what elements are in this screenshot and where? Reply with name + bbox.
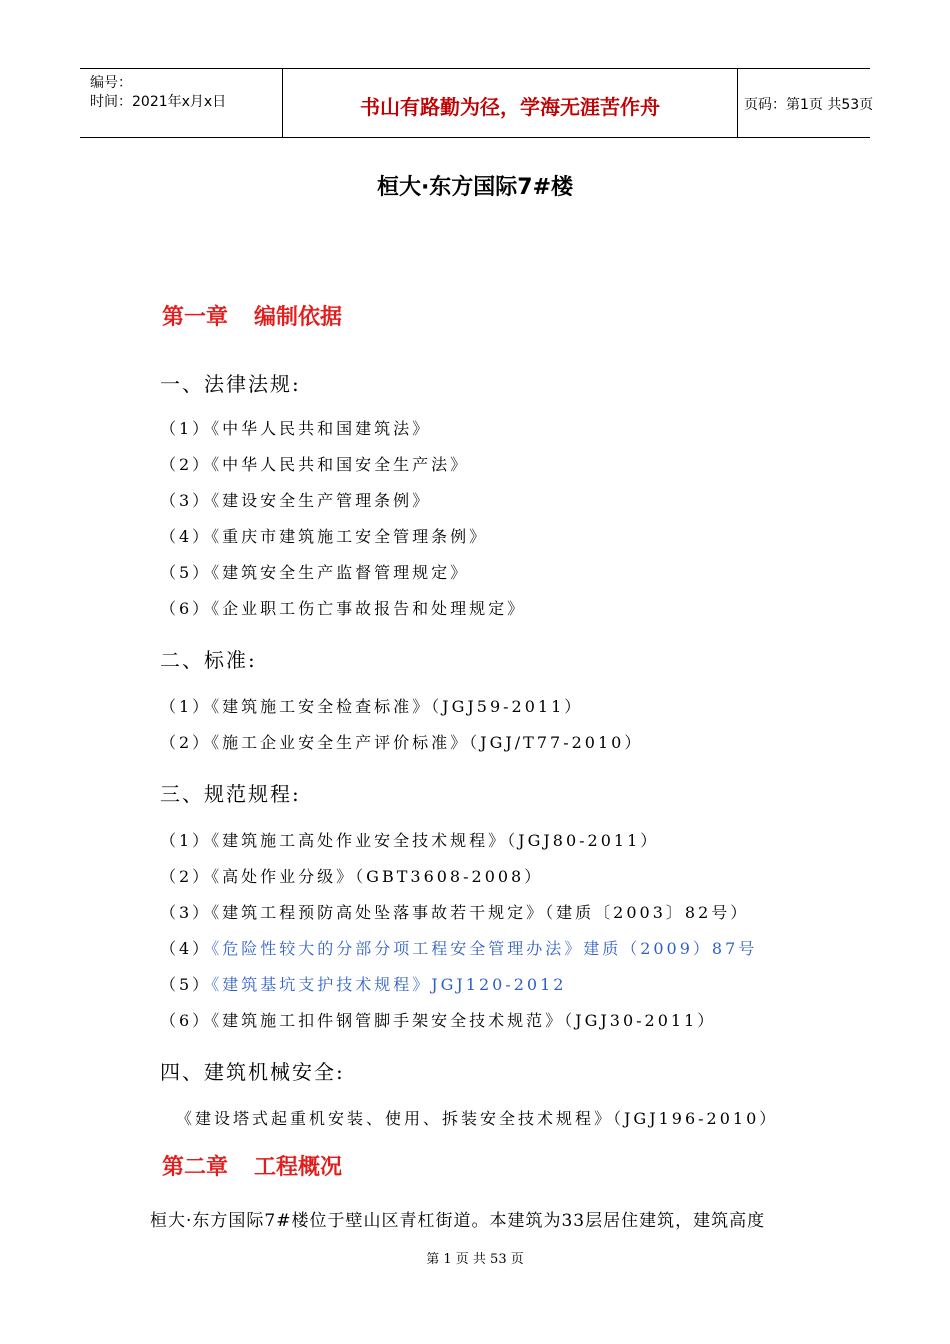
page-footer: 第 1 页 共 53 页 — [426, 1252, 524, 1267]
list-item: （6）《建筑施工扣件钢管脚手架安全技术规范》（JGJ30-2011） — [160, 1011, 717, 1030]
page-info: 页码：第1页 共53页 — [744, 97, 874, 113]
list-item: （3）《建设安全生产管理条例》 — [160, 491, 432, 510]
list-item — [160, 936, 757, 959]
item-label: （5） — [160, 975, 212, 994]
list-item — [160, 972, 566, 995]
list-item: （6）《企业职工伤亡事故报告和处理规定》 — [160, 599, 527, 618]
header-left-cell — [80, 69, 282, 137]
chapter-name: 工程概况 — [254, 1155, 343, 1180]
item-text-highlight: 《建筑基坑支护技术规程》JGJ120-2012 — [211, 975, 567, 994]
chapter-name: 编制依据 — [254, 305, 343, 330]
chapter-number: 第一章 — [162, 305, 229, 330]
section-heading: 二、标准: — [160, 648, 257, 672]
chapter-number: 第二章 — [162, 1155, 229, 1180]
list-item: 《建设塔式起重机安装、使用、拆装安全技术规程》（JGJ196-2010） — [176, 1109, 779, 1128]
list-item: （2）《施工企业安全生产评价标准》（JGJ/T77-2010） — [160, 733, 644, 752]
list-item: （4）《重庆市建筑施工安全管理条例》 — [160, 527, 489, 546]
date-label: 时间：2021年x月x日 — [90, 94, 227, 110]
list-item: （5）《建筑安全生产监督管理规定》 — [160, 563, 470, 582]
chapter-heading — [162, 1150, 342, 1181]
number-label: 编号： — [90, 75, 132, 91]
list-item: （1）《建筑施工高处作业安全技术规程》（JGJ80-2011） — [160, 831, 660, 850]
list-item: （1）《建筑施工安全检查标准》（JGJ59-2011） — [160, 697, 584, 716]
section-heading: 四、建筑机械安全: — [160, 1060, 345, 1084]
page-header — [80, 68, 874, 138]
motto: 书山有路勤为径，学海无涯苦作舟 — [360, 95, 660, 119]
header-right-cell — [736, 69, 874, 137]
list-item: （2）《中华人民共和国安全生产法》 — [160, 455, 470, 474]
document-title: 桓大·东方国际7#楼 — [376, 175, 574, 200]
list-item: （3）《建筑工程预防高处坠落事故若干规定》（建质〔2003〕82号） — [160, 903, 750, 922]
list-item: （1）《中华人民共和国建筑法》 — [160, 419, 432, 438]
body-paragraph: 桓大·东方国际7#楼位于壁山区青杠街道。本建筑为33层居住建筑，建筑高度 — [150, 1211, 766, 1231]
list-item: （2）《高处作业分级》（GBT3608-2008） — [160, 867, 544, 886]
chapter-heading — [162, 300, 342, 331]
item-label: （4） — [160, 939, 212, 958]
section-heading: 一、法律法规: — [160, 372, 301, 396]
header-middle-cell — [282, 69, 738, 137]
section-heading: 三、规范规程: — [160, 782, 301, 806]
item-text-highlight: 《危险性较大的分部分项工程安全管理办法》建质（2009）87号 — [211, 939, 758, 958]
